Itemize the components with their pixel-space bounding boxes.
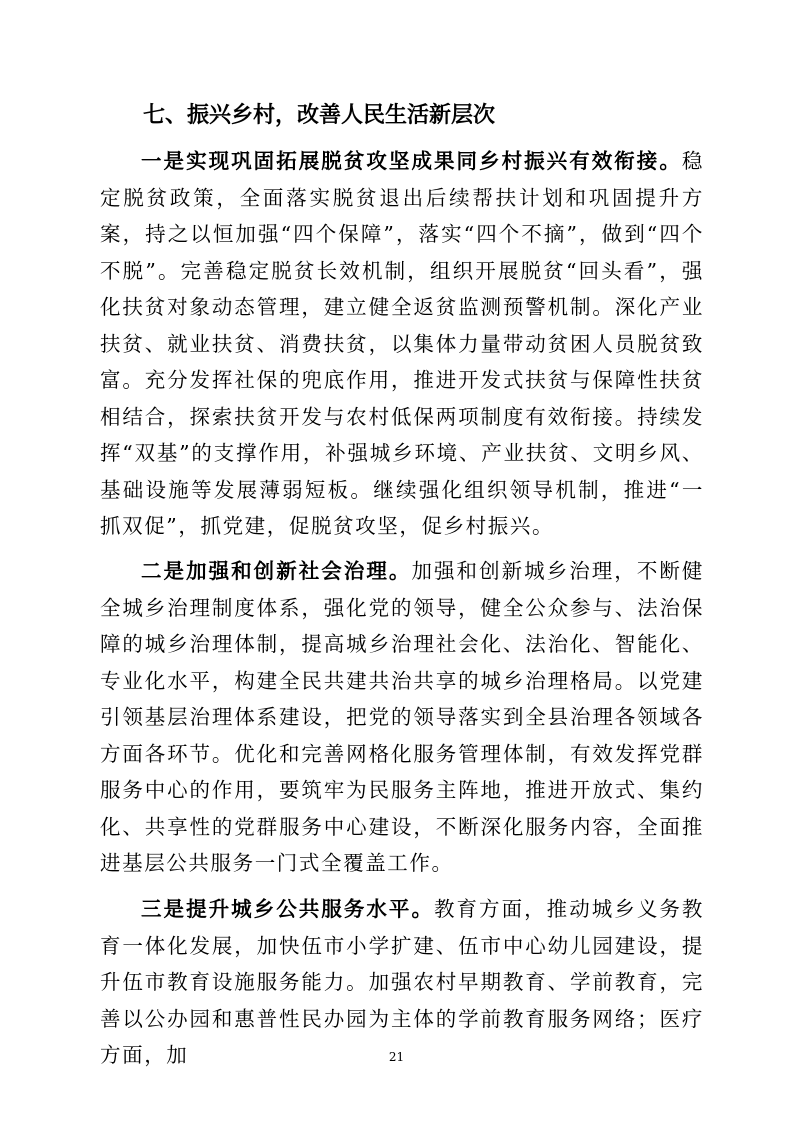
page-number: 21 <box>388 1050 405 1064</box>
paragraph-lead: 二是加强和创新社会治理。 <box>141 559 412 583</box>
paragraph-poverty-alleviation <box>100 143 704 545</box>
paragraph-lead: 一是实现巩固拓展脱贫攻坚成果同乡村振兴有效衔接。 <box>141 149 682 173</box>
paragraph-body: 教育方面，推动城乡义务教育一体化发展，加快伍市小学扩建、伍市中心幼儿园建设，提升伍市教育设施服务能力。加强农村早期教育、学前教育，完善以公办园和惠普性民办园为主体的学前教育服务网络；医疗方面，加 <box>100 897 704 1067</box>
paragraph-body: 稳定脱贫政策，全面落实脱贫退出后续帮扶计划和巩固提升方案，持之以恒加强“四个保障”，落实“四个不摘”，做到“四个不脱”。完善稳定脱贫长效机制，组织开展脱贫“回头看”，强化扶贫对象动态管理，建立健全返贫监测预警机制。深化产业扶贫、就业扶贫、消费扶贫，以集体力量带动贫困人员脱贫致富。充分发挥社保的兜底作用，推进开发式扶贫与保障性扶贫相结合，探索扶贫开发与农村低保两项制度有效衔接。持续发挥“双基”的支撑作用，补强城乡环境、产业扶贫、文明乡风、基础设施等发展薄弱短板。继续强化组织领导机制，推进“一抓双促”，抓党建，促脱贫攻坚，促乡村振兴。 <box>100 149 704 538</box>
section-heading: 七、振兴乡村，改善人民生活新层次 <box>143 103 496 128</box>
paragraph-lead: 三是提升城乡公共服务水平。 <box>141 897 434 921</box>
paragraph-body: 加强和创新城乡治理，不断健全城乡治理制度体系，强化党的领导，健全公众参与、法治保障的城乡治理体制，提高城乡治理社会化、法治化、智能化、专业化水平，构建全民共建共治共享的城乡治理格局。以党建引领基层治理体系建设，把党的领导落实到全县治理各领域各方面各环节。优化和完善网格化服务管理体制，有效发挥党群服务中心的作用，要筑牢为民服务主阵地，推进开放式、集约化、共享性的党群服务中心建设，不断深化服务内容，全面推进基层公共服务一门式全覆盖工作。 <box>100 559 704 875</box>
paragraph-public-services <box>100 891 704 1074</box>
paragraph-social-governance <box>100 553 704 882</box>
